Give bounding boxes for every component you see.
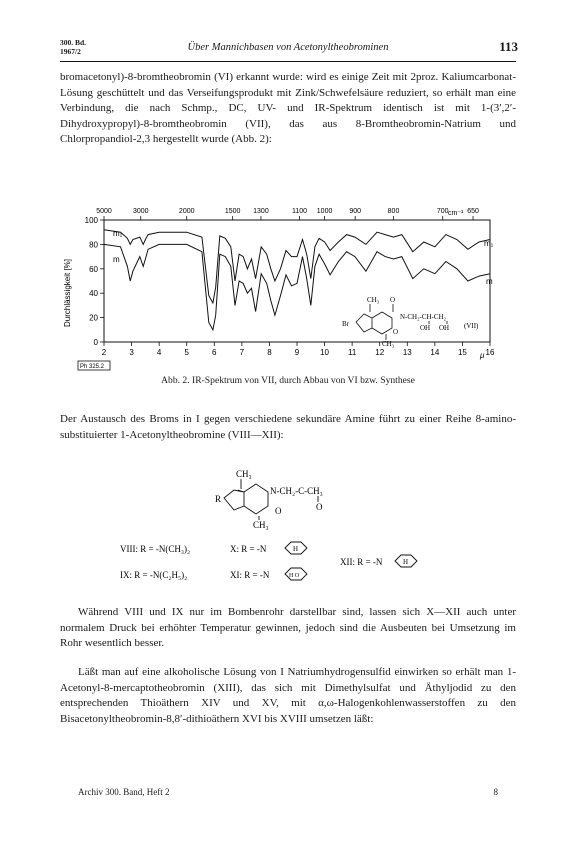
vii-ch3-top: CH₃	[367, 296, 380, 304]
y-tick-label: 100	[84, 216, 98, 225]
general-structure-viii-xii	[120, 460, 420, 590]
x-axis-unit: μ	[480, 351, 485, 360]
y-tick-label: 40	[89, 289, 98, 299]
paragraph-4-text: Läßt man auf eine alkoholische Lösung von I Natriumhydrogensulfid einwirken so erhält man 1-Acetonyl-8-mercaptotheobromin (XIII), das sich mit Dimethylsulfat und Äthyljodid zu den entsprechenden Thioäthern XIV und XV, mit α,ω-Halogenkohlenwasserstoffen zu den Bisacetonyltheobromin-8,8′-dithioäthern XVI bis XVIII umsetzen läßt:	[60, 666, 516, 725]
paragraph-1-text: bromacetonyl)-8-bromtheobromin (VI) erkannt wurde: wird es einige Zeit mit 2proz. Kaliumcarbonat-Lösung geschüttelt und das Verseifungsprodukt mit Zink/Schwefelsäure reduziert, so erhält man eine Verbindung, die nach Schmp., DC, UV- und IR-Spektrum identisch ist mit 1-(3′,2′-Dihydroxypropyl)-8-bromtheobromin (VII), das aus 8-Bromtheobromin-Natrium und Chlorpropandiol-2,3 hergestellt wurde (Abb. 2):	[60, 71, 516, 146]
figure-stamp: Ph 325.2	[80, 364, 105, 370]
bottom-tick-label: 8	[267, 348, 272, 357]
compound-vii-structure	[342, 296, 479, 348]
top-tick-label: 1300	[253, 208, 269, 215]
main-r: R	[215, 494, 222, 504]
bottom-tick-label: 5	[184, 348, 189, 357]
bottom-tick-label: 6	[212, 348, 217, 357]
footer-signature: 8	[493, 787, 498, 797]
vii-o-bottom: O	[393, 328, 399, 336]
paragraph-2-text: Der Austausch des Broms in I gegen verschiedene sekundäre Amine führt zu einer Reihe 8-amino-substituierter 1-Acetonyltheobromine (VIII—XII):	[60, 413, 516, 441]
year-line: 1967/2	[60, 47, 81, 56]
paragraph-3-text: Während VIII und IX nur im Bombenrohr darstellbar sind, lassen sich X—XII auch unter normalem Druck bei erhöhter Temperatur gewinnen, jedoch sind die Ausbeuten bei Umsetzung im Rohr wesentlich besser.	[60, 606, 516, 650]
top-tick-label: 3000	[132, 208, 149, 215]
page-number: 113	[499, 39, 518, 54]
ring-x-letter: H	[293, 545, 299, 553]
volume-line: 300. Bd.	[60, 38, 87, 47]
label-x: X: R = -N	[230, 544, 267, 554]
ir-spectrum-chart	[60, 188, 516, 374]
paragraph-2	[60, 412, 516, 443]
figure-caption: Abb. 2. IR-Spektrum von VII, durch Abbau von VI bzw. Synthese	[161, 375, 415, 386]
bottom-tick-label: 10	[320, 348, 330, 357]
label-viii: VIII: R = -N(CH₃)₂	[120, 544, 191, 554]
top-tick-labels	[96, 208, 479, 215]
ring-x	[285, 542, 307, 554]
y-tick-label: 20	[89, 313, 98, 323]
header-rule	[60, 61, 516, 62]
vii-br: Br	[342, 320, 349, 328]
label-ix: IX: R = -N(C₂H₅)₂	[120, 570, 188, 580]
top-tick-label: 1000	[316, 208, 333, 215]
top-tick-label: 900	[349, 208, 362, 215]
y-tick-label: 0	[93, 338, 98, 347]
paragraph-3	[60, 605, 516, 652]
ring-xi-letters: H O	[289, 573, 300, 579]
top-tick-label: 1100	[291, 208, 308, 215]
bottom-tick-label: 11	[347, 348, 357, 357]
main-o-keto: O	[316, 502, 323, 512]
y-tick-label: 80	[89, 240, 98, 250]
top-tick-label: 650	[467, 208, 479, 215]
y-tick-label: 60	[89, 264, 98, 274]
spectrum-line-m1	[104, 230, 490, 303]
vii-chain: N-CH₂-CH-CH₂	[400, 313, 447, 321]
top-tick-label: 700	[436, 208, 449, 215]
top-tick-label: 2000	[178, 208, 195, 215]
vii-oh-1: OH	[420, 324, 431, 332]
footer-journal: Archiv 300. Band, Heft 2	[78, 787, 170, 797]
vii-ch3-bottom: CH₃	[382, 340, 395, 348]
y-tick-labels	[85, 216, 99, 347]
label-xii: XII: R = -N	[340, 557, 383, 567]
bottom-tick-label: 14	[430, 348, 440, 357]
bottom-tick-label: 12	[375, 348, 385, 357]
main-chain: N-CH₂-C-CH₃	[270, 486, 323, 496]
paragraph-4	[60, 665, 516, 727]
label-xi: XI: R = -N	[230, 570, 270, 580]
bottom-tick-label: 16	[485, 348, 495, 357]
bottom-tick-label: 15	[457, 348, 467, 357]
ring-xii	[395, 555, 417, 567]
top-tick-label: 800	[387, 208, 400, 215]
vii-compound-label: (VII)	[464, 322, 479, 330]
bottom-tick-label: 4	[156, 348, 162, 357]
vii-ring-bonds	[356, 304, 450, 340]
ring-xii-letter: H	[403, 558, 409, 566]
bottom-tick-label: 7	[239, 348, 245, 357]
bottom-tick-label: 13	[402, 348, 412, 357]
main-ch3-bottom: CH₃	[253, 520, 269, 530]
bottom-tick-labels	[102, 348, 495, 357]
series-label-m1-left: m₁	[113, 229, 123, 238]
series-label-m-left: m	[113, 255, 120, 264]
top-axis-unit: cm⁻¹	[448, 210, 464, 217]
series-label-m1-right: m₁	[484, 239, 494, 248]
running-title: Über Mannichbasen von Acetonyltheobrominen	[187, 42, 389, 53]
vii-oh-2: OH	[439, 324, 450, 332]
vii-o-top: O	[390, 296, 396, 304]
y-axis-label: Durchlässigkeit [%]	[63, 258, 72, 328]
bottom-tick-label: 9	[294, 348, 300, 357]
top-tick-label: 1500	[224, 208, 241, 215]
main-o-bottom: O	[275, 506, 282, 516]
top-tick-label: 5000	[96, 208, 112, 215]
bottom-tick-label: 3	[129, 348, 134, 357]
series-label-m-right: m	[486, 277, 493, 286]
bottom-tick-label: 2	[101, 348, 107, 357]
main-ch3-top: CH₃	[236, 469, 252, 479]
ring-xi	[285, 568, 307, 580]
paragraph-1	[60, 70, 516, 148]
chart-axes	[100, 216, 490, 346]
